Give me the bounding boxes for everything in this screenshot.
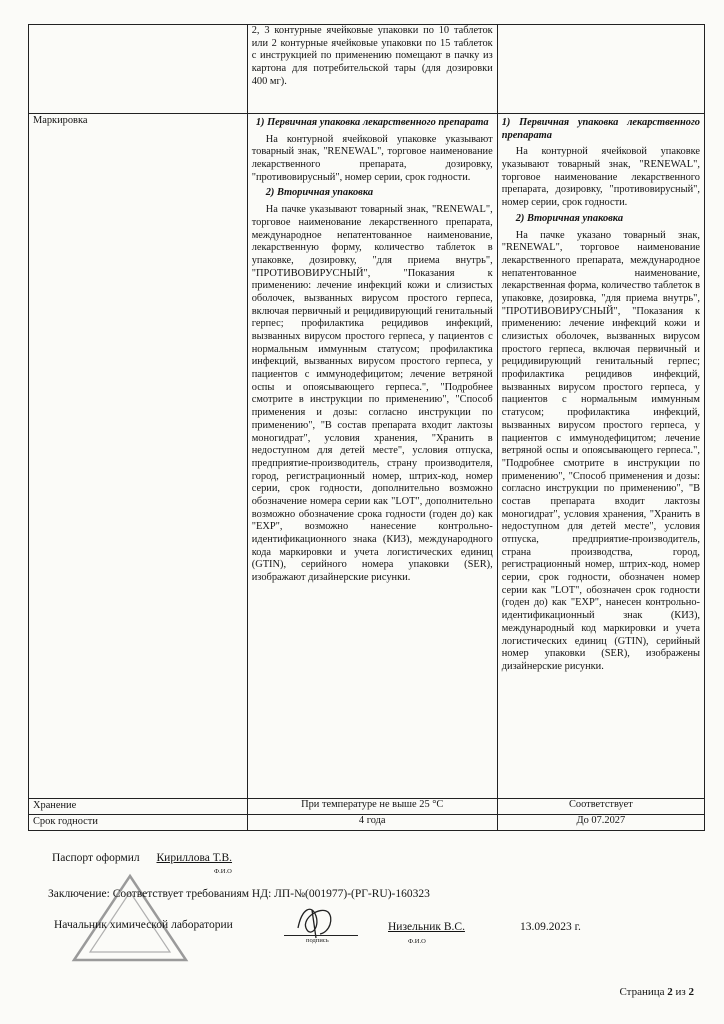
page-separator: из [675, 986, 686, 998]
signature-date: 13.09.2023 г. [520, 921, 581, 933]
page-total: 2 [688, 986, 694, 998]
packaging-description: 2, 3 контурные ячейковые упаковки по 10 таблеток или 2 контурные ячейковые упаковки по 15 таблеток с инструкцией по применению помещают в пачку из картона для потребительской тары (для дозировки 400 мг). [247, 25, 497, 114]
primary-packaging-heading: 1) Первичная упаковка лекарственного препарата [255, 117, 489, 128]
storage-result: Соответствует [497, 799, 704, 815]
marking-label: Маркировка [29, 114, 248, 799]
shelf-life-requirement: 4 года [247, 815, 497, 831]
primary-packaging-text: На контурной ячейковой упаковке указывают товарный знак, "RENEWAL", торговое наименование лекарственного препарата, дозировку, "противовирусный", номер серии, срок годности. [251, 133, 493, 183]
marking-result [497, 114, 704, 799]
shelf-life-result: До 07.2027 [497, 815, 704, 831]
table-row-marking [29, 114, 705, 799]
secondary-packaging-text: На пачке указано товарный знак, "RENEWAL", торговое наименование лекарственного препарата, международное непатентованное наименование, лекарственная форма, количество таблеток в упаковке, дозировка, "для приема внутрь", "ПРОТИВОВИРУСНЫЙ", "Показания к применению: лечение инфекций кожи и слизистых оболочек, вызванных вирусом простого герпеса, включая первичный и рецидивирующий генитальный герпес; профилактика рецидивов инфекций, вызванных вирусом простого герпеса, у пациентов с нормальным иммунным статусом; профилактика инфекций, вызванных вирусом простого герпеса, у пациентов с иммунодефицитом; лечение ветряной оспы и опоясывающего герпеса.", "Подробнее смотрите в инструкции по применению", "Способ применения и дозы: согласно инструкции по применению", "В состав препарата входит лактозы моногидрат", условия хранения, "Хранить в недоступном для детей месте", условия отпуска, предприятие-производитель, страна производства, город, регистрационный номер, штрих-код, номер серии, срок годности, обозначен номер серии как "LOT", обозначен срок годности (годен до) как "EXP", нанесен контрольно-идентификационный знак (КИЗ), международный код маркировки и учета логистических единиц (GTIN), серийный номер упаковки (SER), изображены дизайнерские рисунки. [501, 229, 700, 672]
passport-line [52, 852, 232, 864]
table-row-packaging [29, 25, 705, 114]
triangle-stamp [70, 872, 190, 964]
marking-requirement [247, 114, 497, 799]
fio-caption: Ф.И.О [214, 868, 232, 875]
storage-label: Хранение [29, 799, 248, 815]
cell-empty [29, 25, 248, 114]
secondary-packaging-heading: 2) Вторичная упаковка [515, 212, 624, 224]
signature-caption: подпись [306, 937, 329, 944]
primary-packaging-heading: 1) Первичная упаковка лекарственного препарата [501, 117, 700, 141]
passport-label: Паспорт оформил [52, 852, 140, 864]
primary-packaging-text: На контурной ячейковой упаковке указывают товарный знак, "RENEWAL", торговое наименование лекарственного препарата, дозировку, "противовирусный", номер серии, срок годности. [501, 146, 700, 209]
shelf-life-label: Срок годности [29, 815, 248, 831]
table-row-storage [29, 799, 705, 815]
signature-line [284, 935, 358, 936]
secondary-packaging-heading: 2) Вторичная упаковка [265, 187, 374, 199]
fio-caption: Ф.И.О [408, 938, 426, 945]
cell-empty [497, 25, 704, 114]
head-name: Низельник В.С. [388, 921, 465, 933]
page-current: 2 [667, 986, 673, 998]
head-label: Начальник химической лаборатории [54, 919, 233, 931]
page-number [619, 986, 694, 998]
table-row-shelf-life [29, 815, 705, 831]
specification-table [28, 24, 705, 831]
storage-requirement: При температуре не выше 25 °С [247, 799, 497, 815]
passport-name: Кириллова Т.В. [156, 852, 233, 864]
secondary-packaging-text: На пачке указывают товарный знак, "RENEWAL", торговое наименование лекарственного препарата, международное непатентованное наименование, лекарственную форму, количество таблеток в упаковке, дозировку, "для приема внутрь", "ПРОТИВОВИРУСНЫЙ", "Показания к применению: лечение инфекций кожи и слизистых оболочек, вызванных вирусом простого герпеса, включая первичный и рецидивирующий генитальный герпес; профилактика рецидивов инфекций, вызванных вирусом простого герпеса, у пациентов с нормальным иммунным статусом; профилактика инфекций, вызванных вирусом простого герпеса, у пациентов с иммунодефицитом; лечение ветряной оспы и опоясывающего герпеса.", "Подробнее смотрите в инструкции по применению", "Способ применения и дозы: согласно инструкции по применению", "В состав препарата входит лактозы моногидрат", условия хранения, "Хранить в недоступном для детей месте", условия отпуска, предприятие-производитель, страну производителя, город, регистрационный номер, штрих-код, номер серии, срок годности, дополнительно возможно обозначение номера серии как "LOT", дополнительно возможно обозначение срока годности (годен до) как "EXP", возможно нанесение контрольно-идентификационного знака (КИЗ), международного кода маркировки и учета логистических единиц (GTIN), серийного номера упаковки (SER), изображают дизайнерские рисунки. [251, 204, 493, 584]
page-prefix: Страница [619, 986, 665, 998]
conclusion-text: Заключение: Соответствует требованиям НД: ЛП-№(001977)-(РГ-RU)-160323 [48, 888, 430, 900]
